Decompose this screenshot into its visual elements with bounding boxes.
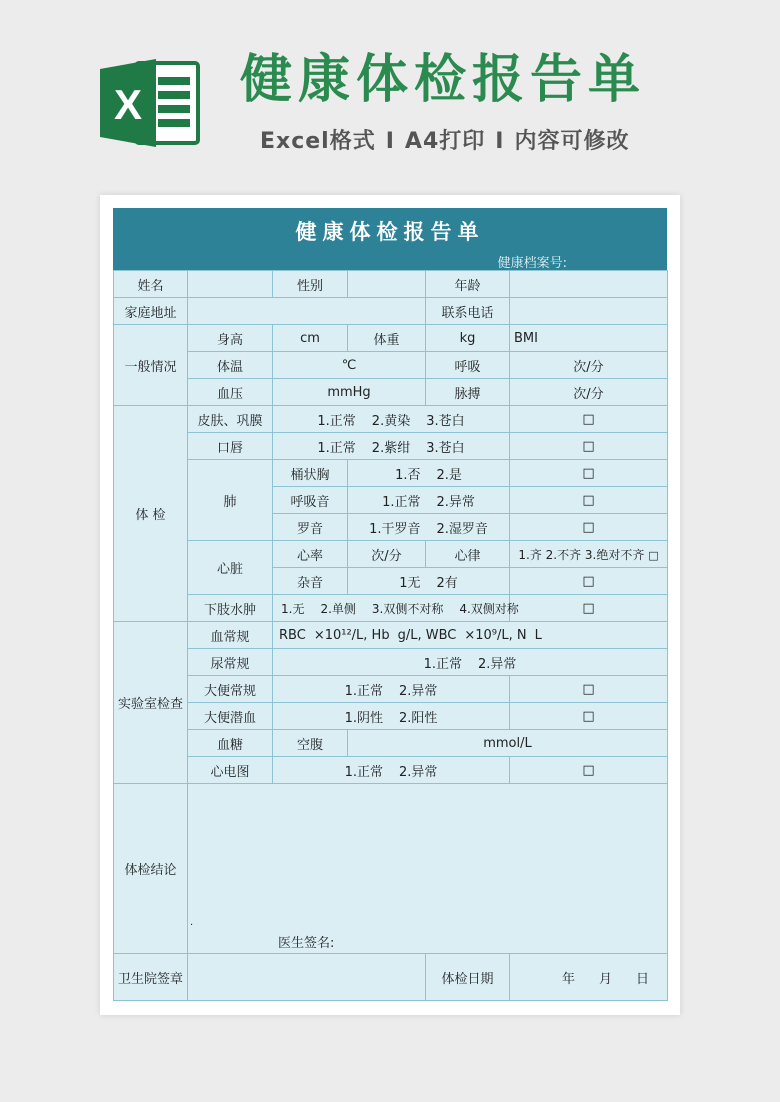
name-field[interactable]: [188, 271, 273, 298]
fasting-label: 空腹: [273, 730, 348, 757]
murmur-checkbox[interactable]: □: [510, 568, 668, 595]
age-field[interactable]: [510, 271, 668, 298]
heart-label: 心脏: [188, 541, 273, 595]
edema-options[interactable]: 1.无 2.单侧 3.双侧不对称 4.双侧对称: [273, 595, 510, 622]
table-row: [114, 595, 668, 622]
phone-label: 联系电话: [426, 298, 510, 325]
exam-date-label: 体检日期: [426, 954, 510, 1001]
rales-label: 罗音: [273, 514, 348, 541]
gender-label: 性别: [273, 271, 348, 298]
subtitle-format: Excel格式: [260, 129, 376, 154]
file-number-label: 健康档案号:: [497, 256, 567, 271]
phone-field[interactable]: [510, 298, 668, 325]
exam-table: [113, 270, 668, 1001]
table-row: [114, 325, 668, 352]
rales-options[interactable]: 1.干罗音 2.湿罗音: [348, 514, 510, 541]
table-row: [114, 784, 668, 954]
form-banner: [113, 208, 667, 270]
address-label: 家庭地址: [114, 298, 188, 325]
edema-checkbox[interactable]: □: [510, 595, 668, 622]
barrel-chest-options[interactable]: 1.否 2.是: [348, 460, 510, 487]
skin-options[interactable]: 1.正常 2.黄染 3.苍白: [273, 406, 510, 433]
table-row: [114, 703, 668, 730]
skin-label: 皮肤、巩膜: [188, 406, 273, 433]
page-subtitle: Excel格式 I A4打印 I 内容可修改: [260, 129, 630, 154]
temperature-label: 体温: [188, 352, 273, 379]
glucose-field[interactable]: mmol/L: [348, 730, 668, 757]
table-row: [114, 271, 668, 298]
respiration-label: 呼吸: [426, 352, 510, 379]
glucose-label: 血糖: [188, 730, 273, 757]
ecg-checkbox[interactable]: □: [510, 757, 668, 784]
weight-unit[interactable]: kg: [426, 325, 510, 352]
conclusion-field[interactable]: · 医生签名:: [188, 784, 668, 954]
subtitle-editable: 内容可修改: [514, 129, 630, 154]
exam-date-field[interactable]: 年 月 日: [510, 954, 668, 1001]
lab-section-label: 实验室检查: [114, 622, 188, 784]
blood-pressure-label: 血压: [188, 379, 273, 406]
table-row: [114, 757, 668, 784]
breath-sound-checkbox[interactable]: □: [510, 487, 668, 514]
urine-routine-options[interactable]: 1.正常 2.异常: [273, 649, 668, 676]
table-row: [114, 379, 668, 406]
hospital-seal-field[interactable]: [188, 954, 426, 1001]
excel-logo-letter: X: [113, 81, 143, 128]
rales-checkbox[interactable]: □: [510, 514, 668, 541]
weight-label: 体重: [348, 325, 426, 352]
lips-checkbox[interactable]: □: [510, 433, 668, 460]
table-row: [114, 352, 668, 379]
blood-pressure-field[interactable]: mmHg: [273, 379, 426, 406]
table-row: [114, 649, 668, 676]
stool-routine-label: 大便常规: [188, 676, 273, 703]
urine-routine-label: 尿常规: [188, 649, 273, 676]
table-row: [114, 730, 668, 757]
table-row: [114, 433, 668, 460]
name-label: 姓名: [114, 271, 188, 298]
skin-checkbox[interactable]: □: [510, 406, 668, 433]
table-row: [114, 676, 668, 703]
pulse-label: 脉搏: [426, 379, 510, 406]
table-row: [114, 622, 668, 649]
height-unit[interactable]: cm: [273, 325, 348, 352]
rhythm-options[interactable]: 1.齐 2.不齐 3.绝对不齐 □: [510, 541, 668, 568]
breath-sound-label: 呼吸音: [273, 487, 348, 514]
respiration-field[interactable]: 次/分: [510, 352, 668, 379]
stool-routine-options[interactable]: 1.正常 2.异常: [273, 676, 510, 703]
subtitle-print: A4打印: [404, 129, 486, 154]
table-row: [114, 406, 668, 433]
page-title: 健康体检报告单: [240, 50, 647, 110]
general-section-label: 一般情况: [114, 325, 188, 406]
occult-blood-label: 大便潜血: [188, 703, 273, 730]
murmur-label: 杂音: [273, 568, 348, 595]
hospital-seal-label: 卫生院签章: [114, 954, 188, 1001]
lips-label: 口唇: [188, 433, 273, 460]
table-row: [114, 298, 668, 325]
blood-routine-field[interactable]: RBC ×10¹²/L, Hb g/L, WBC ×10⁹/L, N L: [273, 622, 668, 649]
table-row: [114, 541, 668, 568]
address-field[interactable]: [188, 298, 426, 325]
occult-blood-checkbox[interactable]: □: [510, 703, 668, 730]
ecg-options[interactable]: 1.正常 2.异常: [273, 757, 510, 784]
height-label: 身高: [188, 325, 273, 352]
table-row: [114, 954, 668, 1001]
table-row: [114, 460, 668, 487]
physical-exam-section-label: 体 检: [114, 406, 188, 622]
edema-label: 下肢水肿: [188, 595, 273, 622]
doctor-signature-label: 医生签名:: [278, 936, 335, 951]
blood-routine-label: 血常规: [188, 622, 273, 649]
lung-label: 肺: [188, 460, 273, 541]
rhythm-label: 心律: [426, 541, 510, 568]
age-label: 年龄: [426, 271, 510, 298]
barrel-chest-checkbox[interactable]: □: [510, 460, 668, 487]
heart-rate-field[interactable]: 次/分: [348, 541, 426, 568]
pulse-field[interactable]: 次/分: [510, 379, 668, 406]
form-title: 健康体检报告单: [295, 220, 485, 244]
barrel-chest-label: 桶状胸: [273, 460, 348, 487]
conclusion-label: 体检结论: [114, 784, 188, 954]
excel-icon: [100, 55, 202, 150]
stool-routine-checkbox[interactable]: □: [510, 676, 668, 703]
heart-rate-label: 心率: [273, 541, 348, 568]
gender-field[interactable]: [348, 271, 426, 298]
murmur-options[interactable]: 1无 2有: [348, 568, 510, 595]
report-form: [113, 208, 667, 998]
temperature-field[interactable]: ℃: [273, 352, 426, 379]
bmi-field[interactable]: BMI: [510, 325, 668, 352]
occult-blood-options[interactable]: 1.阴性 2.阳性: [273, 703, 510, 730]
ecg-label: 心电图: [188, 757, 273, 784]
lips-options[interactable]: 1.正常 2.紫绀 3.苍白: [273, 433, 510, 460]
breath-sound-options[interactable]: 1.正常 2.异常: [348, 487, 510, 514]
